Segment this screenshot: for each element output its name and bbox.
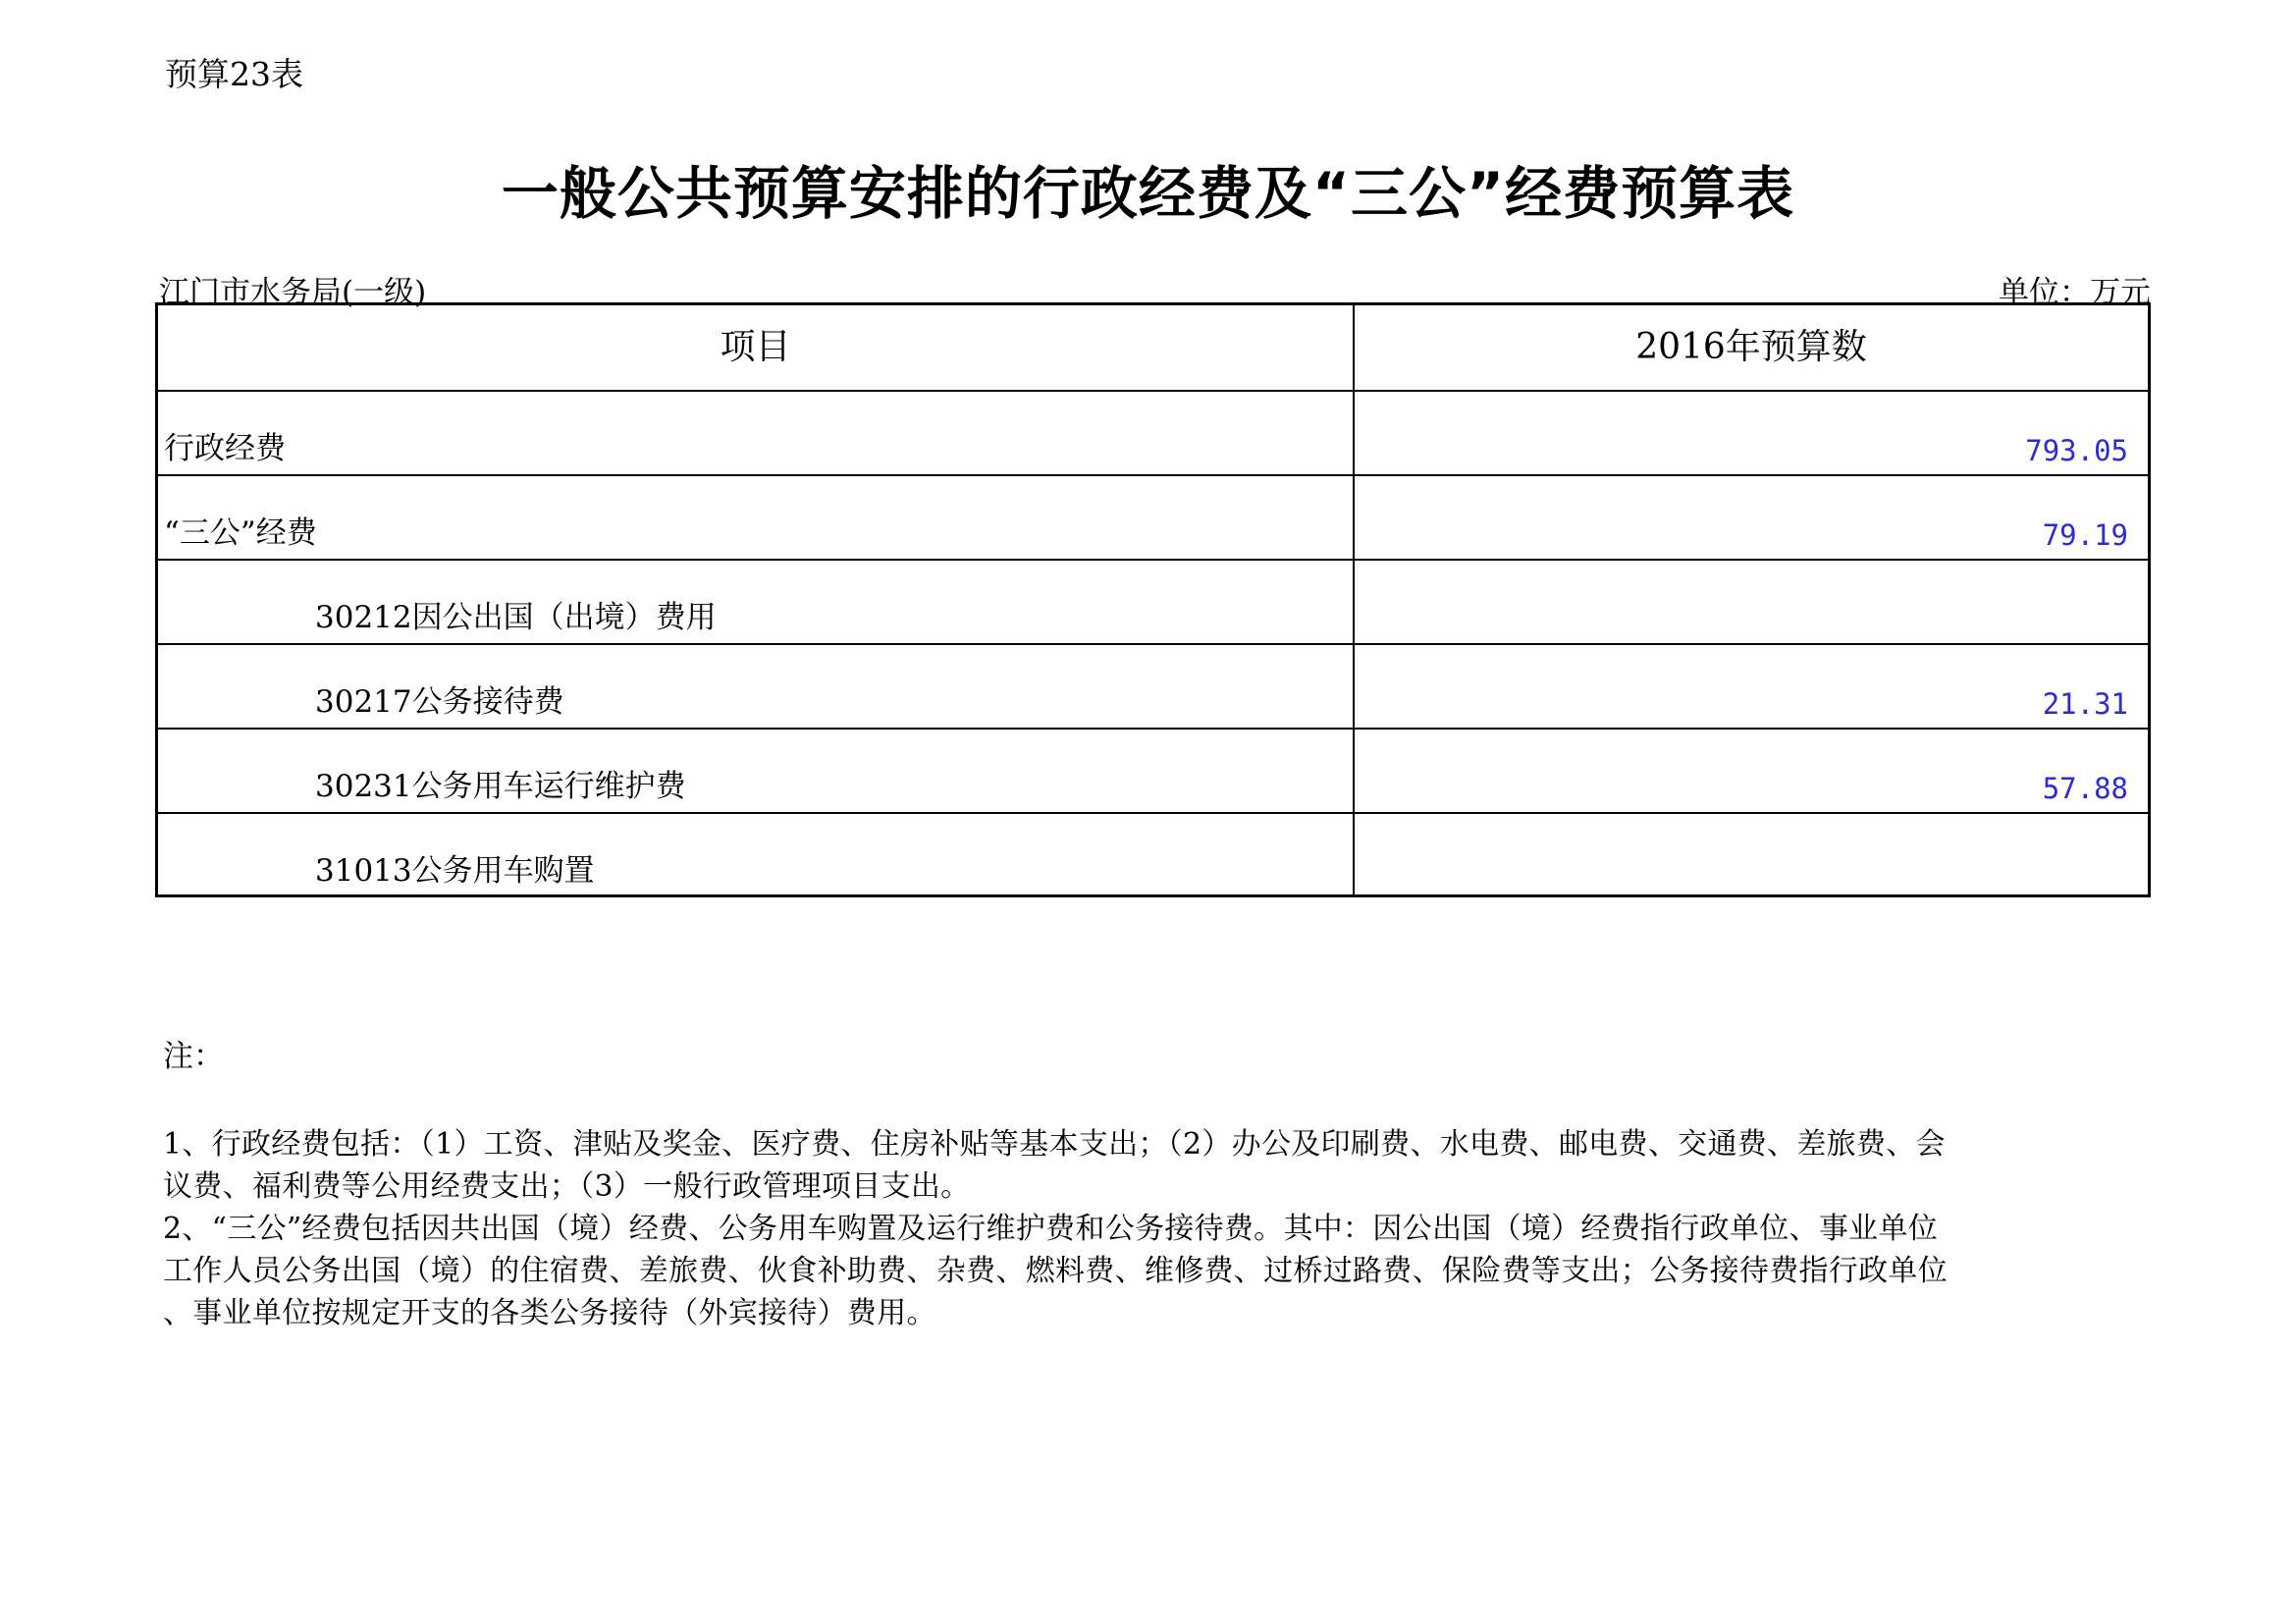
row-value-vehicle-maintenance: 57.88	[2042, 772, 2128, 805]
row-label-reception: 30217公务接待费	[315, 684, 564, 720]
organization-name: 江门市水务局(一级)	[159, 275, 427, 310]
row-value-admin-expense: 793.05	[2025, 434, 2128, 467]
row-divider	[158, 812, 2148, 814]
notes-title: 注：	[163, 1039, 224, 1074]
note-line: 2、“三公”经费包括因共出国（境）经费、公务用车购置及运行维护费和公务接待费。其中：因公出国（境）经费指行政单位、事业单位	[163, 1212, 1939, 1246]
row-divider	[158, 390, 2148, 392]
row-label-overseas-travel: 30212因公出国（出境）费用	[315, 600, 717, 635]
note-line: 工作人员公务出国（境）的住宿费、差旅费、伙食补助费、杂费、燃料费、维修费、过桥过路费、保险费等支出；公务接待费指行政单位	[163, 1254, 1948, 1288]
column-header-item: 项目	[720, 327, 791, 367]
row-label-vehicle-purchase: 31013公务用车购置	[315, 853, 595, 889]
unit-label: 单位：万元	[1999, 275, 2151, 310]
row-label-admin-expense: 行政经费	[164, 431, 286, 466]
note-line: 议费、福利费等公用经费支出；（3）一般行政管理项目支出。	[163, 1169, 971, 1204]
row-label-vehicle-maintenance: 30231公务用车运行维护费	[315, 769, 686, 804]
row-divider	[158, 728, 2148, 730]
row-value-three-public: 79.19	[2042, 518, 2128, 552]
row-divider	[158, 643, 2148, 645]
table-code: 预算23表	[165, 55, 303, 93]
budget-table	[155, 302, 2151, 897]
row-divider	[158, 559, 2148, 561]
row-divider	[158, 474, 2148, 476]
note-line: 、事业单位按规定开支的各类公务接待（外宾接待）费用。	[163, 1296, 936, 1330]
row-label-three-public: “三公”经费	[164, 515, 317, 551]
column-divider	[1353, 305, 1355, 894]
row-value-reception: 21.31	[2042, 687, 2128, 721]
page-title: 一般公共预算安排的行政经费及“三公”经费预算表	[501, 160, 1795, 227]
note-line: 1、行政经费包括：（1）工资、津贴及奖金、医疗费、住房补贴等基本支出；（2）办公及印刷费、水电费、邮电费、交通费、差旅费、会	[163, 1127, 1946, 1162]
column-header-budget: 2016年预算数	[1635, 327, 1867, 367]
